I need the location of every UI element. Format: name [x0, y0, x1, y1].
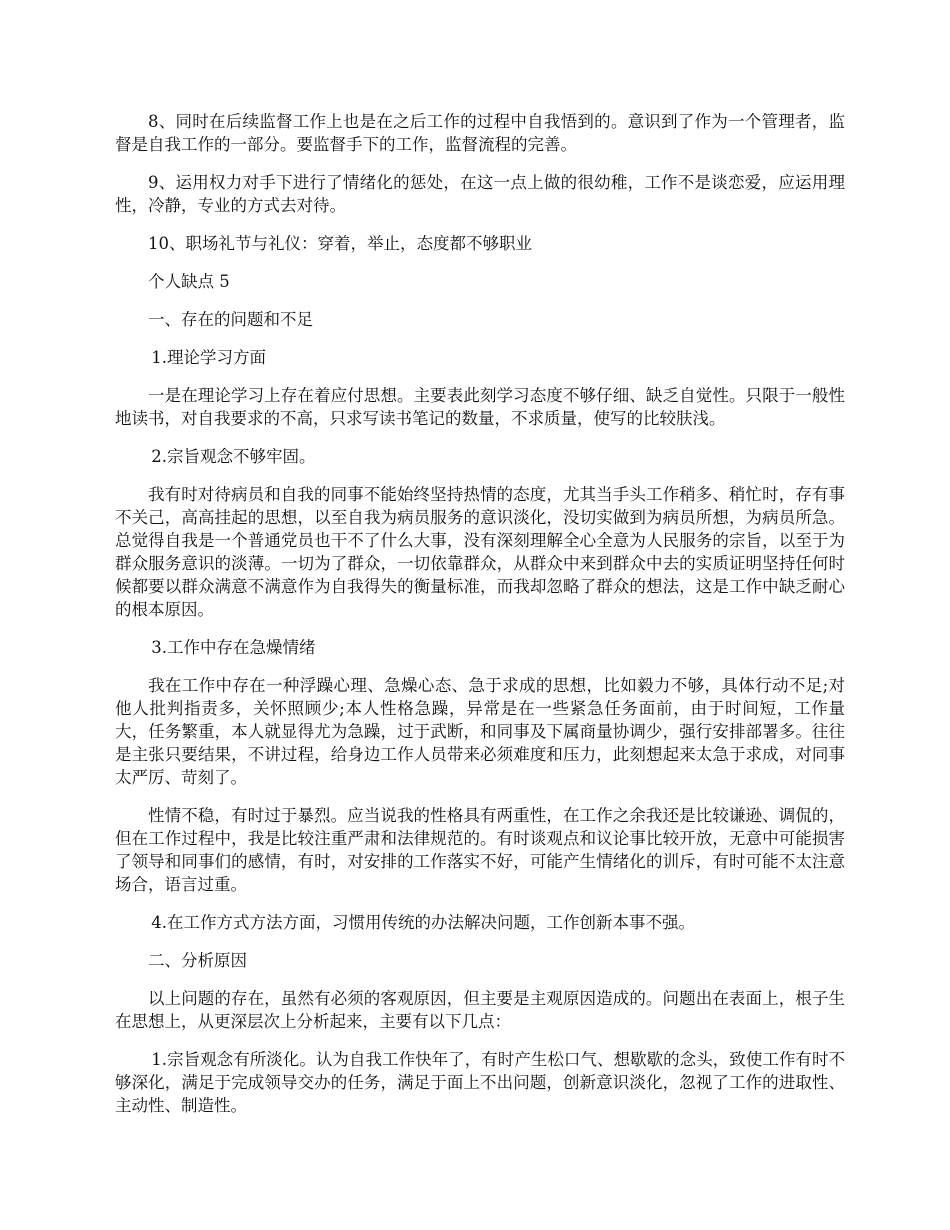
section-heading-problems: 一、存在的问题和不足	[148, 310, 313, 329]
paragraph-item-8: 8、同时在后续监督工作上也是在之后工作的过程中自我悟到的。意识到了作为一个管理者，监督是自我工作的一部分。要监督手下的工作，监督流程的完善。	[115, 112, 845, 154]
paragraph-impatience: 我在工作中存在一种浮躁心理、急燥心态、急于求成的思想，比如毅力不够，具体行动不足;对他人批判指责多，关怀照顾少;本人性格急躁，异常是在一些紧急任务面前，由于时间短，工作量大，任务繁重，本人就显得尤为急躁，过于武断，和同事及下属商量协调少，强行安排部署多。往往是主张只要结果，不讲过程，给身边工作人员带来必须难度和压力，此刻想起来太急于求成，对同事太严厉、苛刻了。	[115, 676, 845, 787]
document-body	[115, 110, 845, 1132]
paragraph-item-10: 10、职场礼节与礼仪：穿着，举止，态度都不够职业	[148, 234, 532, 253]
paragraph-purpose-concept: 我有时对待病员和自我的同事不能始终坚持热情的态度，尤其当手头工作稍多、稍忙时，存有事不关己，高高挂起的思想，以至自我为病员服务的意识淡化，没切实做到为病员所想，为病员所急。总觉得自我是一个普通党员也干不了什么大事，没有深刻理解全心全意为人民服务的宗旨，以至于为群众服务意识的淡薄。一切为了群众，一切依靠群众，从群众中来到群众中去的实质证明坚持任何时候都要以群众满意不满意作为自我得失的衡量标准，而我却忽略了群众的想法，这是工作中缺乏耐心的根本原因。	[115, 485, 845, 619]
subheading-purpose-concept: 2.宗旨观念不够牢固。	[151, 447, 316, 466]
section-heading-analysis: 二、分析原因	[148, 951, 247, 970]
paragraph-analysis-intro: 以上问题的存在，虽然有必须的客观原因，但主要是主观原因造成的。问题出在表面上，根子生在思想上，从更深层次上分析起来，主要有以下几点：	[115, 989, 845, 1031]
paragraph-analysis-point-1: 1.宗旨观念有所淡化。认为自我工作快年了，有时产生松口气、想歇歇的念头，致使工作有时不够深化，满足于完成领导交办的任务，满足于面上不出问题，创新意识淡化，忽视了工作的进取性、主动性、制造性。	[115, 1050, 845, 1115]
section-heading-personal-shortcomings: 个人缺点 5	[148, 272, 230, 291]
subheading-theory-study: 1.理论学习方面	[151, 348, 267, 367]
subheading-impatience: 3.工作中存在急燥情绪	[151, 638, 316, 657]
paragraph-item-9: 9、运用权力对手下进行了情绪化的惩处，在这一点上做的很幼稚，工作不是谈恋爱，应运用理性，冷静，专业的方式去对待。	[115, 173, 845, 215]
paragraph-theory-study: 一是在理论学习上存在着应付思想。主要表此刻学习态度不够仔细、缺乏自觉性。只限于一般性地读书，对自我要求的不高，只求写读书笔记的数量，不求质量，使写的比较肤浅。	[115, 386, 845, 428]
paragraph-temperament: 性情不稳，有时过于暴烈。应当说我的性格具有两重性，在工作之余我还是比较谦逊、调侃的，但在工作过程中，我是比较注重严肃和法律规范的。有时谈观点和议论事比较开放，无意中可能损害了领导和同事们的感情，有时，对安排的工作落实不好，可能产生情绪化的训斥，有时可能不太注意场合，语言过重。	[115, 806, 845, 894]
subheading-work-methods: 4.在工作方式方法方面，习惯用传统的办法解决问题，工作创新本事不强。	[151, 913, 696, 932]
